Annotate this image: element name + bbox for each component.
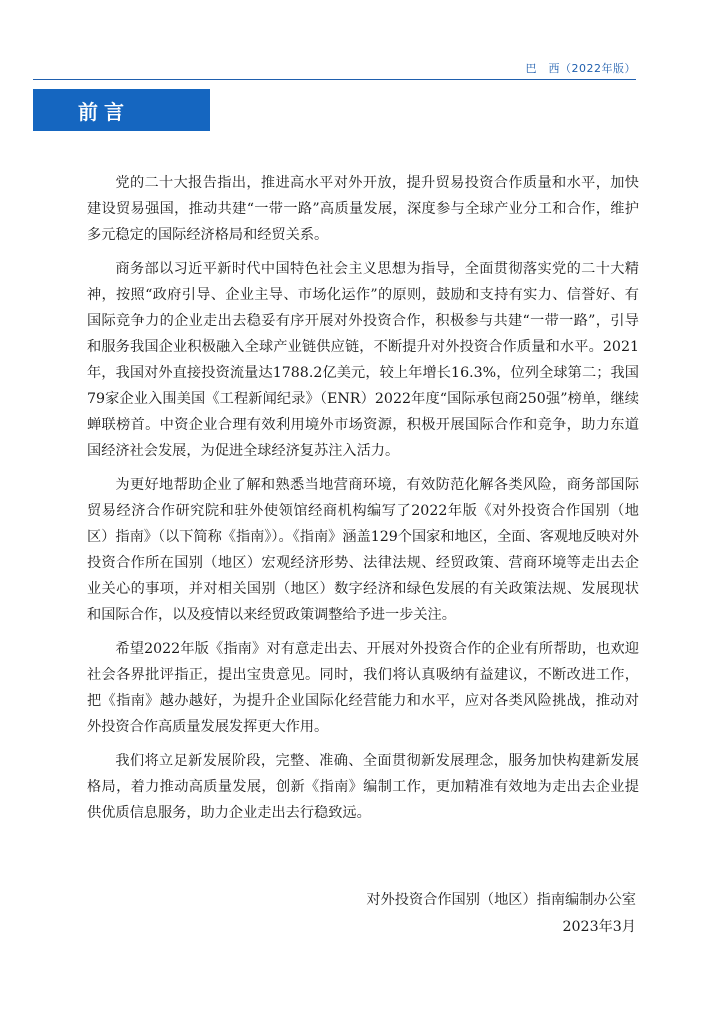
- paragraph-3: 为更好地帮助企业了解和熟悉当地营商环境，有效防范化解各类风险，商务部国际贸易经济合作研究院和驻外使领馆经商机构编写了2022年版《对外投资合作国别（地区）指南》（以下简称《指南》）。《指南》涵盖129个国家和地区，全面、客观地反映对外投资合作所在国别（地区）宏观经济形势、法律法规、经贸政策、营商环境等走出去企业关心的事项，并对相关国别（地区）数字经济和绿色发展的有关政策法规、发展现状和国际合作，以及疫情以来经贸政策调整给予进一步关注。: [87, 477, 639, 623]
- running-header: 巴 西（2022年版）: [525, 62, 636, 75]
- paragraph-4: 希望2022年版《指南》对有意走出去、开展对外投资合作的企业有所帮助，也欢迎社会各界批评指正，提出宝贵意见。同时，我们将认真吸纳有益建议，不断改进工作，把《指南》越办越好，为提升企业国际化经营能力和水平，应对各类风险挑战，推动对外投资合作高质量发展发挥更大作用。: [87, 641, 639, 735]
- signature-office: 对外投资合作国别（地区）指南编制办公室: [366, 892, 636, 908]
- page-title: 前言: [78, 99, 130, 124]
- signature-date: 2023年3月: [562, 919, 636, 935]
- preface-body: [87, 170, 639, 834]
- section-title-banner: [33, 89, 210, 131]
- signature-block: [366, 887, 636, 941]
- paragraph-5: 我们将立足新发展阶段，完整、准确、全面贯彻新发展理念，服务加快构建新发展格局，着力推动高质量发展，创新《指南》编制工作，更加精准有效地为走出去企业提供优质信息服务，助力企业走出去行稳致远。: [87, 753, 639, 821]
- paragraph-1: 党的二十大报告指出，推进高水平对外开放，提升贸易投资合作质量和水平，加快建设贸易强国，推动共建“一带一路”高质量发展，深度参与全球产业分工和合作，维护多元稳定的国际经济格局和经贸关系。: [87, 175, 639, 243]
- paragraph-2: 商务部以习近平新时代中国特色社会主义思想为指导，全面贯彻落实党的二十大精神，按照“政府引导、企业主导、市场化运作”的原则，鼓励和支持有实力、信誉好、有国际竞争力的企业走出去稳妥有序开展对外投资合作，积极参与共建“一带一路”，引导和服务我国企业积极融入全球产业链供应链，不断提升对外投资合作质量和水平。2021年，我国对外直接投资流量达1788.2亿美元，较上年增长16.3%，位列全球第二；我国79家企业入围美国《工程新闻纪录》（ENR）2022年度“国际承包商250强”榜单，继续蝉联榜首。中资企业合理有效利用境外市场资源，积极开展国际合作和竞争，助力东道国经济社会发展，为促进全球经济复苏注入活力。: [87, 261, 639, 459]
- header-divider: [33, 79, 636, 80]
